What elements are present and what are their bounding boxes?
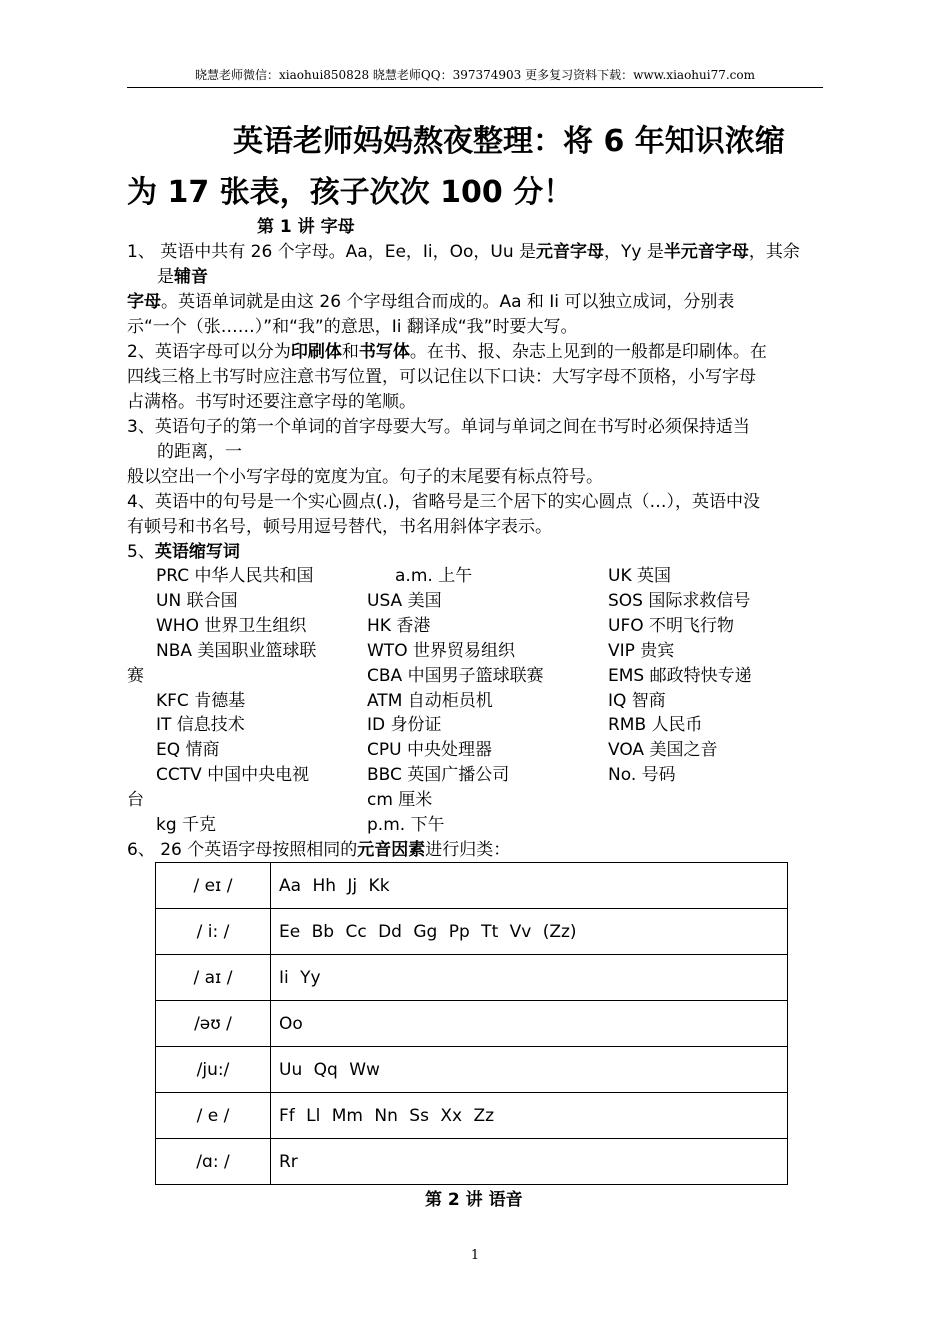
page-header: 晓慧老师微信：xiaohui850828 晓慧老师QQ：397374903 更多复习资料下载：www.xiaohui77.com: [195, 68, 755, 82]
document-title-line-2: 为 17 张表，孩子次次 100 分！: [127, 175, 574, 210]
phoneme-cell: /ju:/: [156, 1047, 271, 1093]
abbr-item: IT 信息技术: [156, 715, 245, 735]
abbr-item: ID 身份证: [367, 715, 442, 735]
abbr-item: kg 千克: [156, 815, 217, 835]
abbr-item: VIP 贵宾: [608, 641, 675, 661]
phoneme-cell: /əʊ /: [156, 1001, 271, 1047]
abbr-item: EQ 情商: [156, 740, 220, 760]
vowel-table: [155, 862, 788, 1185]
abbr-item: UK 英国: [608, 566, 671, 586]
abbr-item: CBA 中国男子篮球联赛: [367, 666, 544, 686]
abbr-item: NBA 美国职业篮球联: [156, 641, 317, 661]
paragraph-6-heading: 6、 26 个英语字母按照相同的元音因素进行归类：: [127, 840, 511, 860]
paragraph-1-line-2: 是辅音: [157, 267, 208, 287]
abbr-item-wrap: 赛: [127, 666, 144, 686]
abbr-item: p.m. 下午: [367, 815, 445, 835]
lecture-1-heading: 第 1 讲 字母: [257, 217, 355, 237]
abbr-item-wrap: 台: [127, 790, 144, 810]
letters-cell: Oo: [271, 1001, 788, 1047]
table-row: [156, 955, 788, 1001]
abbr-item: No. 号码: [608, 765, 676, 785]
lecture-2-heading: 第 2 讲 语音: [425, 1190, 523, 1210]
table-row: [156, 1139, 788, 1185]
table-row: [156, 1001, 788, 1047]
paragraph-2-line-2: 四线三格上书写时应注意书写位置，可以记住以下口诀：大写字母不顶格，小写字母: [127, 367, 756, 387]
page-number: 1: [470, 1248, 480, 1263]
abbr-item: IQ 智商: [608, 691, 666, 711]
abbr-item: RMB 人民币: [608, 715, 703, 735]
table-row: [156, 909, 788, 955]
phoneme-cell: / i: /: [156, 909, 271, 955]
abbr-item: WHO 世界卫生组织: [156, 616, 307, 636]
abbr-item: HK 香港: [367, 616, 431, 636]
table-row: [156, 1047, 788, 1093]
paragraph-5-heading: 5、英语缩写词: [127, 542, 240, 562]
table-row: [156, 863, 788, 909]
abbr-item: UFO 不明飞行物: [608, 616, 735, 636]
abbr-item: UN 联合国: [156, 591, 238, 611]
paragraph-3-line-1: 3、英语句子的第一个单词的首字母要大写。单词与单词之间在书写时必须保持适当: [127, 417, 750, 437]
paragraph-1-line-3: 字母。英语单词就是由这 26 个字母组合而成的。Aa 和 Ii 可以独立成词，分别表: [127, 292, 735, 312]
phoneme-cell: /ɑ: /: [156, 1139, 271, 1185]
abbr-item: VOA 美国之音: [608, 740, 718, 760]
abbr-item: ATM 自动柜员机: [367, 691, 493, 711]
phoneme-cell: / aɪ /: [156, 955, 271, 1001]
paragraph-4-line-2: 有顿号和书名号，顿号用逗号替代，书名用斜体字表示。: [127, 517, 552, 537]
abbr-item: a.m. 上午: [395, 566, 473, 586]
paragraph-2-line-3: 占满格。书写时还要注意字母的笔顺。: [127, 392, 416, 412]
abbr-item: KFC 肯德基: [156, 691, 246, 711]
letters-cell: Ee Bb Cc Dd Gg Pp Tt Vv (Zz): [271, 909, 788, 955]
paragraph-2-line-1: 2、英语字母可以分为印刷体和书写体。在书、报、杂志上见到的一般都是印刷体。在: [127, 342, 767, 362]
phoneme-cell: / eɪ /: [156, 863, 271, 909]
header-rule: [127, 87, 823, 88]
abbr-item: BBC 英国广播公司: [367, 765, 510, 785]
abbr-item: SOS 国际求救信号: [608, 591, 751, 611]
table-row: [156, 1093, 788, 1139]
abbr-item: EMS 邮政特快专递: [608, 666, 752, 686]
abbr-item: PRC 中华人民共和国: [156, 566, 314, 586]
paragraph-3-line-2: 的距离，一: [157, 442, 242, 462]
abbr-item: USA 美国: [367, 591, 442, 611]
letters-cell: Aa Hh Jj Kk: [271, 863, 788, 909]
abbr-item: CCTV 中国中央电视: [156, 765, 310, 785]
document-title-line-1: 英语老师妈妈熬夜整理：将 6 年知识浓缩: [233, 124, 785, 159]
paragraph-1-line-4: 示“一个（张……）”和“我”的意思，Ii 翻译成“我”时要大写。: [127, 317, 578, 337]
paragraph-1-line-1: 1、 英语中共有 26 个字母。Aa，Ee，Ii，Oo，Uu 是元音字母，Yy 是半元音字母，其余: [127, 242, 800, 262]
letters-cell: Uu Qq Ww: [271, 1047, 788, 1093]
phoneme-cell: / e /: [156, 1093, 271, 1139]
letters-cell: Ff Ll Mm Nn Ss Xx Zz: [271, 1093, 788, 1139]
abbr-item: CPU 中央处理器: [367, 740, 492, 760]
paragraph-4-line-1: 4、英语中的句号是一个实心圆点(.)，省略号是三个居下的实心圆点（…），英语中没: [127, 492, 760, 512]
letters-cell: Rr: [271, 1139, 788, 1185]
abbr-item: WTO 世界贸易组织: [367, 641, 515, 661]
paragraph-3-line-3: 般以空出一个小写字母的宽度为宜。句子的末尾要有标点符号。: [127, 467, 603, 487]
letters-cell: Ii Yy: [271, 955, 788, 1001]
abbr-item: cm 厘米: [367, 790, 433, 810]
